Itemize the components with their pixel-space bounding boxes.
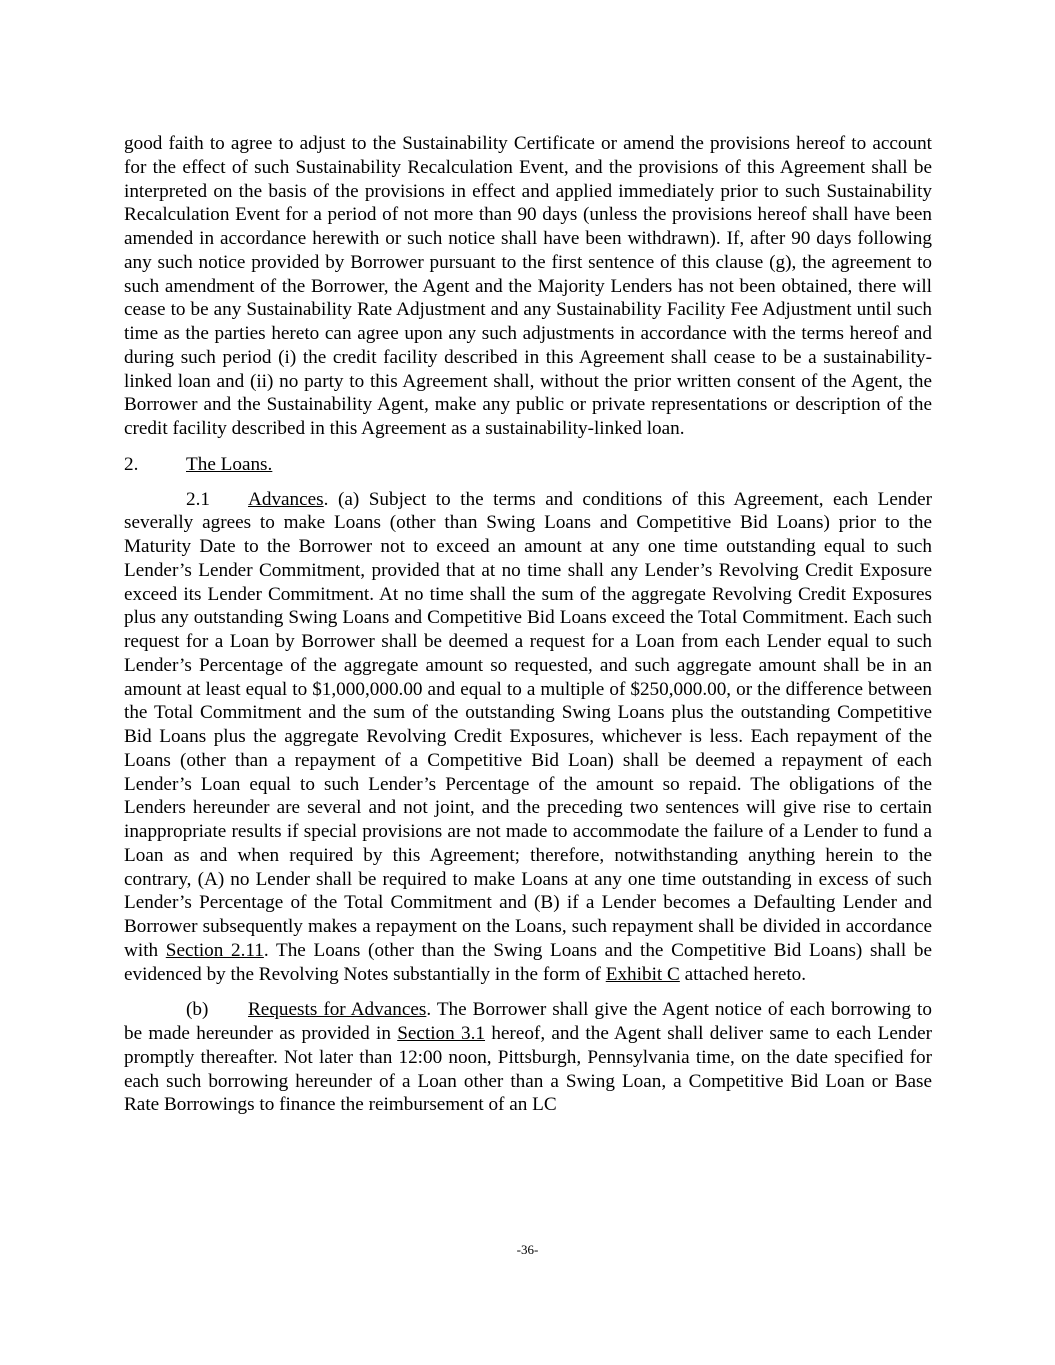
section-2-11-reference: Section 2.11 — [165, 939, 264, 961]
subsection-b-text-tail: hereof, and the Agent shall deliver same to each Lender promptly thereafter. Not later than 12:00 noon, Pittsburgh, Pennsylvania time, on the date specified for each such borrowing hereunder of a Loan other than a Swing Loan, a Competitive Bid Loan or Base Rate Borrowings to finance the reimbursement of an LC — [124, 1023, 932, 1116]
subsection-b-title: Requests for Advances — [248, 999, 427, 1021]
section-3-1-reference: Section 3.1 — [397, 1023, 486, 1044]
section-2-1-title: Advances — [248, 488, 324, 510]
section-2-1-text-mid: . The Loans (other than the Swing Loans and the Competitive Bid Loans) shall be evidenced by the Revolving Notes substantially in the form of — [124, 939, 932, 985]
intro-paragraph: good faith to agree to adjust to the Sustainability Certificate or amend the provisions hereof to account for the effect of such Sustainability Recalculation Event, and the provisions of this Agreement shall be interpreted on the basis of the provisions in effect and applied immediately prior to such Sustainability Recalculation Event for a period of not more than 90 days (unless the provisions hereof shall have been amended in accordance herewith or such notice shall have been withdrawn). If, after 90 days following any such notice provided by Borrower pursuant to the first sentence of this clause (g), the agreement to such amendment of the Borrower, the Agent and the Majority Lenders has not been obtained, there will cease to be any Sustainability Rate Adjustment and any Sustainability Facility Fee Adjustment until such time as the parties hereto can agree upon any such adjustments in accordance with the terms hereof and during such period (i) the credit facility described in this Agreement shall cease to be a sustainability-linked loan and (ii) no party to this Agreement shall, without the prior written consent of the Agent, the Borrower and the Sustainability Agent, make any public or private representations or description of the credit facility described in this Agreement as a sustainability-linked loan. — [124, 133, 932, 439]
document-body — [124, 132, 932, 1117]
section-2-1-paragraph — [124, 488, 932, 987]
section-2-title: The Loans. — [186, 453, 273, 475]
page-number: -36- — [516, 1242, 539, 1257]
section-2-number: 2. — [124, 453, 139, 475]
exhibit-c-reference: Exhibit C — [605, 963, 680, 985]
subsection-b-text: . The Borrower shall give the Agent notice of each borrowing to be made hereunder as provided in — [124, 999, 932, 1044]
section-2-heading — [124, 453, 932, 477]
section-2-1-text: . (a) Subject to the terms and conditions of this Agreement, each Lender severally agrees to make Loans (other than Swing Loans and Competitive Bid Loans) prior to the Maturity Date to the Borrower not to exceed an amount at any one time outstanding equal to such Lender’s Lender Commitment, provided that at no time shall any Lender’s Revolving Credit Exposure exceed its Lender Commitment. At no time shall the sum of the aggregate Revolving Credit Exposures plus any outstanding Swing Loans and Competitive Bid Loans exceed the Total Commitment. Each such request for a Loan by Borrower shall be deemed a request for a Loan from each Lender equal to such Lender’s Percentage of the aggregate amount so requested, and such aggregate amount shall be in an amount at least equal to $1,000,000.00 and equal to a multiple of $250,000.00, or the difference between the Total Commitment and the sum of the outstanding Swing Loans plus the outstanding Competitive Bid Loans plus the aggregate Revolving Credit Exposures, whichever is less. Each repayment of the Loans (other than a repayment of a Competitive Bid Loan) shall be deemed a repayment of each Lender’s Loan equal to such Lender’s Percentage of the amount so repaid. The obligations of the Lenders hereunder are several and not joint, and the preceding two sentences will give rise to certain inappropriate results if special provisions are not made to accommodate the failure of a Lender to fund a Loan as and when required by this Agreement; therefore, notwithstanding anything herein to the contrary, (A) no Lender shall be required to make Loans at any one time outstanding in excess of such Lender’s Percentage of the Total Commitment and (B) if a Lender becomes a Defaulting Lender and Borrower subsequently makes a repayment on the Loans, such repayment shall be divided in accordance with — [124, 488, 932, 961]
subsection-b-paragraph — [124, 998, 932, 1117]
subsection-b-tag: (b) — [186, 999, 209, 1021]
section-2-1-number: 2.1 — [186, 488, 210, 510]
section-2-1-text-tail: attached hereto. — [679, 963, 807, 985]
